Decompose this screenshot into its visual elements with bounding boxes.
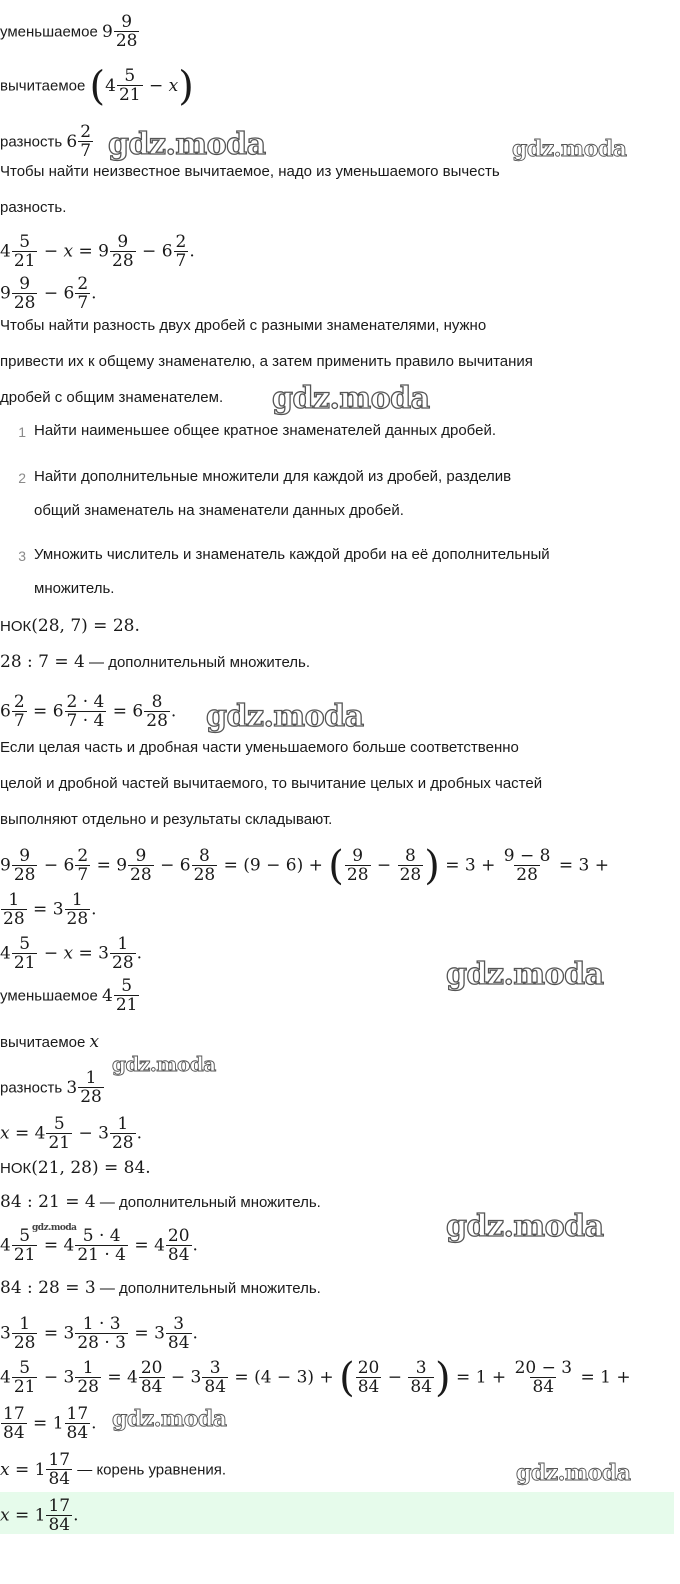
watermark: gdz.moda	[512, 136, 627, 162]
watermark: gdz.moda	[516, 1460, 631, 1486]
final-answer: x = 1 $\frac{17}{84}$ .	[0, 1496, 79, 1535]
rule-paragraph-line: Чтобы найти неизвестное вычитаемое, надо из уменьшаемого вычесть	[0, 163, 500, 180]
difference-line-1: разность 6 $\frac{2}{7}$	[0, 122, 92, 161]
difference-line-2: разность 3 $\frac{1}{28}$	[0, 1068, 102, 1107]
equation-line: 3 $\frac{1}{28}$ = 3 $\frac{1 \cdot 3}{28 \cdot 3}$ = 3 $\frac{3}{84}$ .	[0, 1314, 198, 1353]
minuend-line-1: уменьшаемое 9 $\frac{9}{28}$	[0, 12, 138, 51]
answer-highlight	[0, 1492, 674, 1534]
lcm-line: НОК(21, 28) = 84.	[0, 1158, 151, 1178]
watermark: gdz.moda	[446, 1209, 604, 1244]
rule-paragraph-line: Чтобы найти разность двух дробей с разными знаменателями, нужно	[0, 317, 487, 334]
equation-line: $\frac{1}{28}$ = 3 $\frac{1}{28}$ .	[3, 890, 97, 929]
lcm-line: НОК(28, 7) = 28.	[0, 616, 140, 636]
step-text: Умножить числитель и знаменатель каждой дроби на её дополнительный	[34, 546, 550, 563]
step-number: 2	[18, 470, 26, 486]
equation-line: 9 $\frac{9}{28}$ − 6 $\frac{2}{7}$ .	[0, 274, 97, 313]
step-text: общий знаменатель на знаменатели данных дробей.	[34, 502, 404, 519]
rule-paragraph-line: выполняют отдельно и результаты складывают.	[0, 811, 333, 828]
equation-line: x = 4 $\frac{5}{21}$ − 3 $\frac{1}{28}$ .	[0, 1114, 143, 1153]
watermark: gdz.moda	[112, 1052, 216, 1076]
rule-paragraph-line: Если целая часть и дробная части уменьшаемого больше соответственно	[0, 739, 519, 756]
factor-line: 28 : 7 = 4 — дополнительный множитель.	[0, 652, 311, 672]
equation-line: 9 $\frac{9}{28}$ − 6 $\frac{2}{7}$ = 9 $\frac{9}{28}$ − 6 $\frac{8}{28}$ = (9 − 6) + ( $\frac{9}{28}$ − $\frac{8}{28}$ ) = 3 + $\frac{9 - 8}{28}$ = 3 +	[0, 843, 609, 889]
subtrahend-line-2: вычитаемое x	[0, 1032, 100, 1052]
minuend-line-2: уменьшаемое 4 $\frac{5}{21}$	[0, 976, 138, 1015]
equation-line: 4 $\frac{5}{21}$ = 4 $\frac{5 \cdot 4}{21 \cdot 4}$ = 4 $\frac{20}{84}$ .	[0, 1226, 198, 1265]
equation-line: $\frac{17}{84}$ = 1 $\frac{17}{84}$ .	[3, 1404, 97, 1443]
rule-paragraph-line: целой и дробной частей вычитаемого, то вычитание целых и дробных частей	[0, 775, 543, 792]
rule-paragraph-line: разность.	[0, 199, 67, 216]
rule-paragraph-line: привести их к общему знаменателю, а затем применить правило вычитания	[0, 353, 533, 370]
equation-line: 6 $\frac{2}{7}$ = 6 $\frac{2 \cdot 4}{7 \cdot 4}$ = 6 $\frac{8}{28}$ .	[0, 692, 177, 731]
step-text: Найти наименьшее общее кратное знаменателей данных дробей.	[34, 422, 496, 439]
root-line: x = 1 $\frac{17}{84}$ — корень уравнения.	[0, 1450, 227, 1489]
step-number: 1	[18, 424, 26, 440]
factor-line: 84 : 28 = 3 — дополнительный множитель.	[0, 1278, 321, 1298]
subtrahend-line-1: вычитаемое (4 $\frac{5}{21}$ − x)	[0, 63, 194, 109]
watermark: gdz.moda	[112, 1406, 227, 1432]
factor-line: 84 : 21 = 4 — дополнительный множитель.	[0, 1192, 321, 1212]
watermark: gdz.moda	[32, 1223, 77, 1233]
watermark: gdz.moda	[206, 699, 364, 734]
step-number: 3	[18, 548, 26, 564]
step-text: множитель.	[34, 580, 115, 597]
equation-line: 4 $\frac{5}{21}$ − x = 3 $\frac{1}{28}$ .	[0, 934, 143, 973]
watermark: gdz.moda	[108, 127, 266, 162]
step-text: Найти дополнительные множители для каждой из дробей, разделив	[34, 468, 512, 485]
watermark: gdz.moda	[272, 381, 430, 416]
rule-paragraph-line: дробей с общим знаменателем.	[0, 389, 224, 406]
watermark: gdz.moda	[446, 957, 604, 992]
equation-line: 4 $\frac{5}{21}$ − 3 $\frac{1}{28}$ = 4 $\frac{20}{84}$ − 3 $\frac{3}{84}$ = (4 − 3) + ( $\frac{20}{84}$ − $\frac{3}{84}$ ) = 1 + $\frac{20 - 3}{84}$ = 1 +	[0, 1355, 631, 1401]
equation-line: 4 $\frac{5}{21}$ − x = 9 $\frac{9}{28}$ − 6 $\frac{2}{7}$ .	[0, 232, 195, 271]
